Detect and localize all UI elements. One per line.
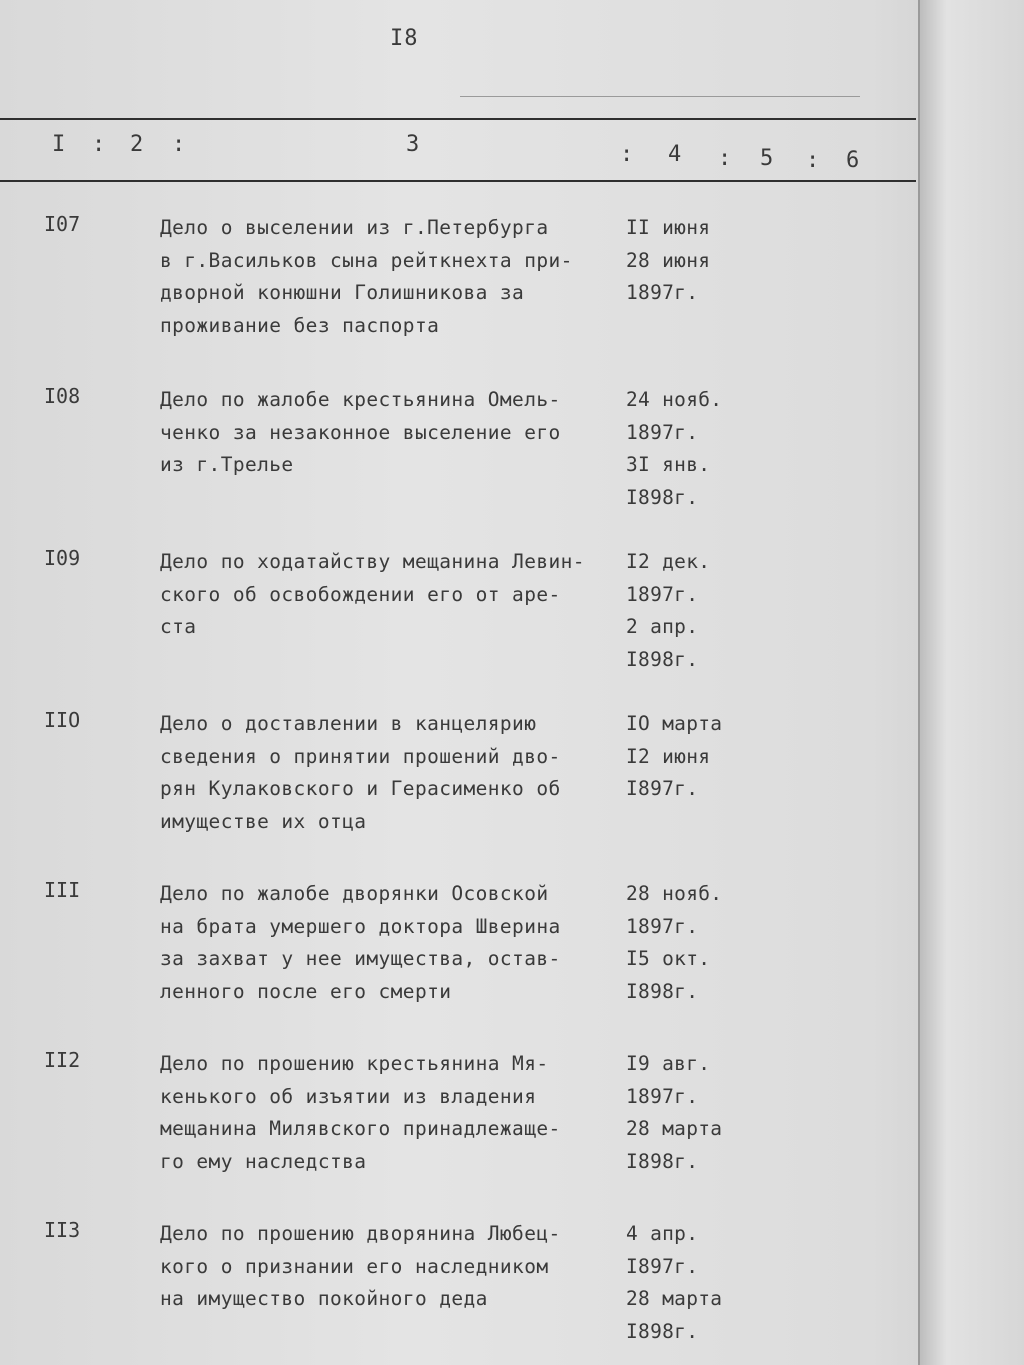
entry-dates bbox=[626, 708, 766, 806]
entry-dates bbox=[626, 878, 766, 1008]
underlying-sheet-edge bbox=[918, 0, 1024, 1365]
description-line: рян Кулаковского и Герасименко об bbox=[160, 777, 561, 800]
entry-dates bbox=[626, 1048, 766, 1178]
description-line: сведения о принятии прошений дво- bbox=[160, 744, 561, 768]
date-line: I898г. bbox=[626, 1149, 699, 1173]
faint-line bbox=[460, 96, 860, 97]
description-line: ленного после его смерти bbox=[160, 979, 452, 1003]
description-line: Дело по жалобе дворянки Осовской bbox=[160, 882, 549, 905]
entry-number: IIO bbox=[44, 708, 81, 732]
entry-description bbox=[160, 212, 610, 342]
entry-dates bbox=[626, 1218, 766, 1348]
header-col-2: 2 bbox=[130, 132, 144, 157]
description-line: Дело по прошению дворянина Любец- bbox=[160, 1222, 561, 1245]
description-line: Дело по жалобе крестьянина Омель- bbox=[160, 388, 561, 411]
date-line: II июня bbox=[626, 216, 711, 239]
description-line: дворной конюшни Голишникова за bbox=[160, 281, 525, 304]
description-line: го ему наследства bbox=[160, 1149, 367, 1173]
date-line: I2 июня bbox=[626, 744, 711, 768]
header-separator: : bbox=[620, 142, 634, 167]
date-line: I5 окт. bbox=[626, 947, 711, 970]
date-line: 4 апр. bbox=[626, 1222, 699, 1245]
date-line: 1897г. bbox=[626, 281, 699, 304]
date-line: 1897г. bbox=[626, 1084, 699, 1108]
description-line: на имущество покойного деда bbox=[160, 1287, 488, 1310]
date-line: 24 нояб. bbox=[626, 388, 723, 411]
description-line: Дело о выселении из г.Петербурга bbox=[160, 216, 549, 239]
header-col-1: I bbox=[52, 132, 66, 157]
entry-number: I08 bbox=[44, 384, 81, 408]
entry-description bbox=[160, 708, 610, 838]
entry-dates bbox=[626, 546, 766, 676]
description-line: кого о признании его наследником bbox=[160, 1254, 549, 1278]
date-line: I897г. bbox=[626, 777, 699, 800]
description-line: ского об освобождении его от аре- bbox=[160, 582, 561, 606]
date-line: 1897г. bbox=[626, 582, 699, 606]
date-line: 28 нояб. bbox=[626, 882, 723, 905]
date-line: I898г. bbox=[626, 485, 699, 509]
date-line: I898г. bbox=[626, 1319, 699, 1343]
description-line: ченко за незаконное выселение его bbox=[160, 420, 561, 444]
date-line: 28 марта bbox=[626, 1287, 723, 1310]
description-line: кенького об изъятии из владения bbox=[160, 1084, 537, 1108]
entry-number: III bbox=[44, 878, 81, 902]
date-line: I9 авг. bbox=[626, 1052, 711, 1075]
description-line: ста bbox=[160, 615, 197, 638]
entry-description bbox=[160, 1048, 610, 1178]
header-col-5: 5 bbox=[760, 146, 774, 171]
header-col-4: 4 bbox=[668, 142, 682, 167]
description-line: мещанина Милявского принадлежаще- bbox=[160, 1117, 561, 1140]
description-line: проживание без паспорта bbox=[160, 313, 440, 337]
description-line: за захват у нее имущества, остав- bbox=[160, 947, 561, 970]
header-separator: : bbox=[806, 148, 820, 173]
date-line: 1897г. bbox=[626, 420, 699, 444]
description-line: имуществе их отца bbox=[160, 809, 367, 833]
header-col-6: 6 bbox=[846, 148, 860, 173]
date-line: I2 дек. bbox=[626, 550, 711, 573]
date-line: 28 марта bbox=[626, 1117, 723, 1140]
header-col-3: 3 bbox=[406, 132, 420, 157]
date-line: I898г. bbox=[626, 647, 699, 671]
header-separator: : bbox=[92, 132, 106, 157]
entry-description bbox=[160, 546, 610, 644]
header-separator: : bbox=[718, 146, 732, 171]
date-line: I897г. bbox=[626, 1254, 699, 1278]
page-number: I8 bbox=[390, 26, 419, 51]
date-line: 3I янв. bbox=[626, 453, 711, 476]
date-line: 2 апр. bbox=[626, 615, 699, 638]
description-line: из г.Трелье bbox=[160, 453, 294, 476]
description-line: Дело о доставлении в канцелярию bbox=[160, 712, 537, 735]
header-bottom-rule bbox=[0, 180, 916, 182]
header-top-rule bbox=[0, 118, 916, 120]
date-line: 28 июня bbox=[626, 248, 711, 272]
date-line: 1897г. bbox=[626, 914, 699, 938]
entry-dates bbox=[626, 212, 766, 310]
description-line: в г.Васильков сына рейткнехта при- bbox=[160, 248, 573, 272]
entry-description bbox=[160, 384, 610, 482]
description-line: Дело по ходатайству мещанина Левин- bbox=[160, 550, 585, 573]
entry-number: I09 bbox=[44, 546, 81, 570]
date-line: I898г. bbox=[626, 979, 699, 1003]
entry-number: II2 bbox=[44, 1048, 81, 1072]
header-separator: : bbox=[172, 132, 186, 157]
entry-description bbox=[160, 878, 610, 1008]
entry-dates bbox=[626, 384, 766, 514]
description-line: Дело по прошению крестьянина Мя- bbox=[160, 1052, 549, 1075]
description-line: на брата умершего доктора Шверина bbox=[160, 914, 561, 938]
date-line: IO марта bbox=[626, 712, 723, 735]
entry-description bbox=[160, 1218, 610, 1316]
entry-number: II3 bbox=[44, 1218, 81, 1242]
entry-number: I07 bbox=[44, 212, 81, 236]
